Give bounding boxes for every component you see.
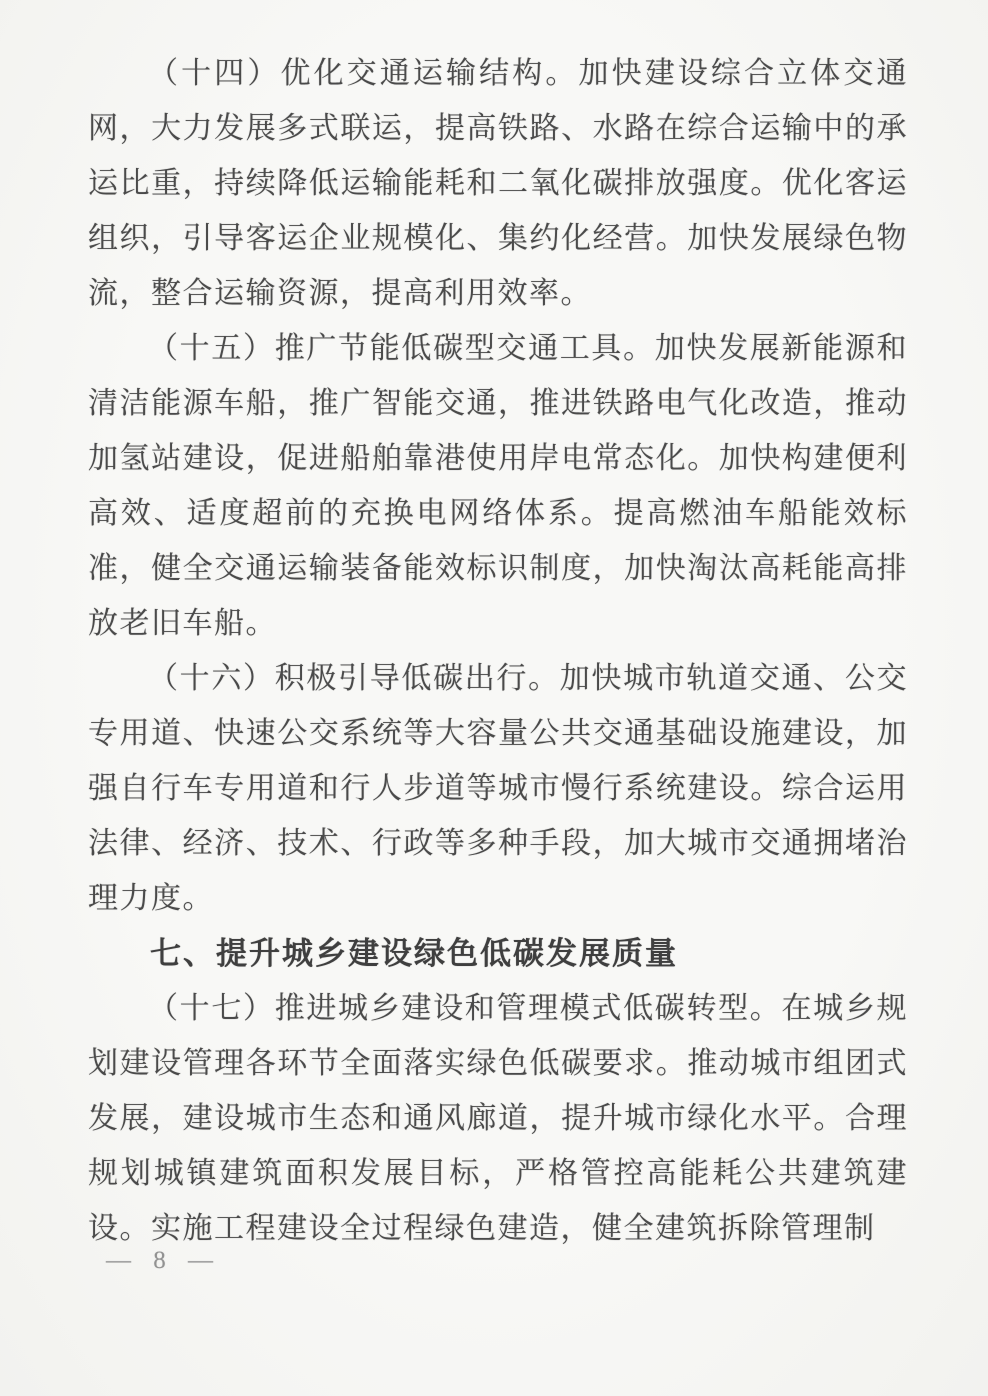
paragraph-item-16: （十六）积极引导低碳出行。加快城市轨道交通、公交专用道、快速公交系统等大容量公共交通基础设施建设，加强自行车专用道和行人步道等城市慢行系统建设。综合运用法律、经济、技术、行政等多种手段，加大城市交通拥堵治理力度。 bbox=[88, 662, 908, 915]
paragraph-item-17: （十七）推进城乡建设和管理模式低碳转型。在城乡规划建设管理各环节全面落实绿色低碳要求。推动城市组团式发展，建设城市生态和通风廊道，提升城市绿化水平。合理规划城镇建筑面积发展目标，严格管控高能耗公共建筑建设。实施工程建设全过程绿色建造，健全建筑拆除管理制 bbox=[88, 992, 908, 1245]
paragraph-item-14: （十四）优化交通运输结构。加快建设综合立体交通网，大力发展多式联运，提高铁路、水路在综合运输中的承运比重，持续降低运输能耗和二氧化碳排放强度。优化客运组织，引导客运企业规模化、集约化经营。加快发展绿色物流，整合运输资源，提高利用效率。 bbox=[88, 57, 908, 310]
section-heading-7: 七、提升城乡建设绿色低碳发展质量 bbox=[150, 936, 678, 971]
document-body bbox=[88, 46, 908, 1256]
paragraph-item-15: （十五）推广节能低碳型交通工具。加快发展新能源和清洁能源车船，推广智能交通，推进铁路电气化改造，推动加氢站建设，促进船舶靠港使用岸电常态化。加快构建便利高效、适度超前的充换电网络体系。提高燃油车船能效标准，健全交通运输装备能效标识制度，加快淘汰高耗能高排放老旧车船。 bbox=[88, 332, 908, 640]
page-number: — 8 — bbox=[106, 1247, 221, 1274]
